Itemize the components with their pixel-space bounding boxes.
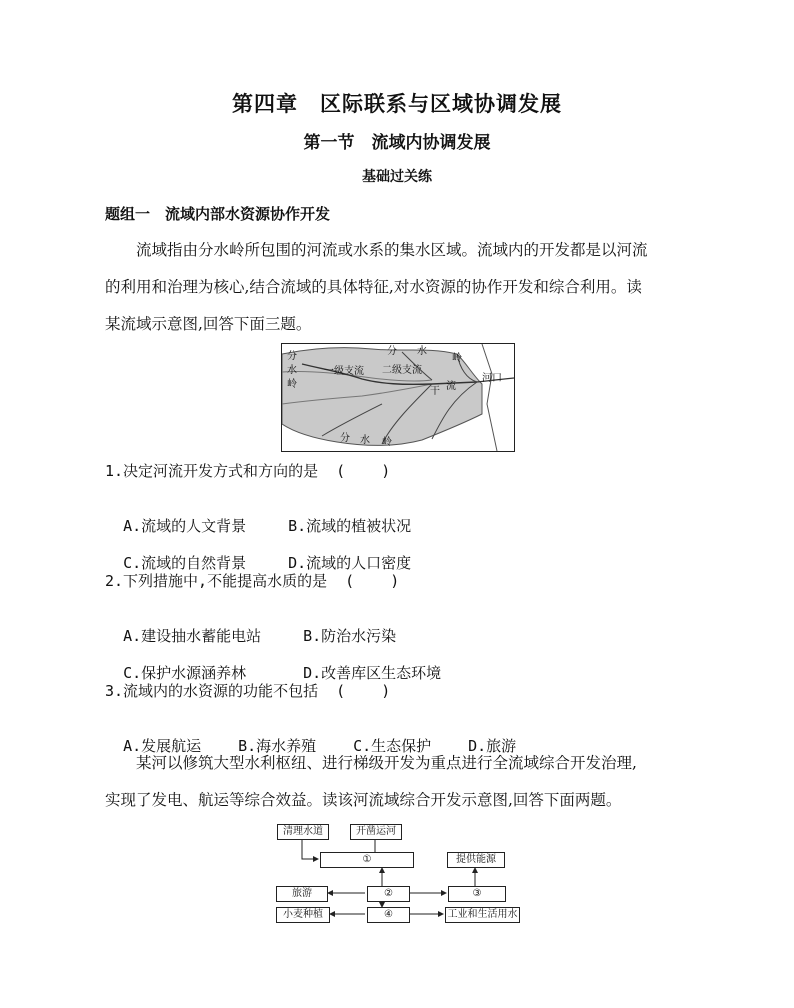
question-3-option-c: C.生态保护 xyxy=(353,737,432,755)
flow-box-tourism: 旅游 xyxy=(276,886,328,902)
question-2-options-row-2 xyxy=(105,644,441,683)
question-1-options-row-1 xyxy=(105,497,411,536)
flow-box-1: ① xyxy=(320,852,414,868)
map-label-divide-top-a: 分 xyxy=(387,346,397,357)
paragraph-2 xyxy=(105,745,695,819)
question-2-option-b: B.防治水污染 xyxy=(303,627,397,645)
map-label-divide-bottom-b: 水 xyxy=(360,435,370,446)
question-2-stem: 2.下列措施中,不能提高水质的是 ( ) xyxy=(105,572,400,590)
map-label-divide-top-b: 水 xyxy=(417,346,427,357)
map-label-divide-top-c: 岭 xyxy=(452,353,462,364)
question-1-options-row-2 xyxy=(105,534,411,573)
map-label-divide-tl-2: 水 xyxy=(287,365,297,376)
question-3-option-a: A.发展航运 xyxy=(123,737,202,755)
flow-diagram xyxy=(272,822,522,926)
flow-box-dig-canal: 开凿运河 xyxy=(350,824,402,840)
map-label-main-stream-a: 干 xyxy=(430,386,440,397)
question-2-option-a: A.建设抽水蓄能电站 xyxy=(123,627,262,645)
intro-line-2: 的利用和治理为核心,结合流域的具体特征,对水资源的协作开发和综合利用。读 xyxy=(105,278,642,296)
flow-box-provide-energy: 提供能源 xyxy=(447,852,505,868)
question-1-option-c: C.流域的自然背景 xyxy=(123,554,247,572)
flow-box-wheat-planting: 小麦种植 xyxy=(276,907,330,923)
flow-box-2: ② xyxy=(367,886,410,902)
group-title: 题组一 流域内部水资源协作开发 xyxy=(105,205,331,223)
map-label-divide-tl-1: 分 xyxy=(287,351,297,362)
question-3-option-d: D.旅游 xyxy=(468,737,517,755)
question-2-option-d: D.改善库区生态环境 xyxy=(303,664,442,682)
chapter-title: 第四章 区际联系与区域协调发展 xyxy=(232,91,562,116)
map-label-divide-bottom-c: 岭 xyxy=(382,437,392,448)
question-2-options-row-1 xyxy=(105,607,396,646)
map-label-divide-tl-3: 岭 xyxy=(287,379,297,390)
question-1-option-a: A.流域的人文背景 xyxy=(123,517,247,535)
flow-box-industrial-domestic-water: 工业和生活用水 xyxy=(445,907,520,923)
paragraph-2-line-1: 某河以修筑大型水利枢纽、进行梯级开发为重点进行全流域综合开发治理, xyxy=(136,754,637,772)
map-label-estuary: 河口 xyxy=(482,373,502,384)
section-title: 第一节 流域内协调发展 xyxy=(303,133,491,153)
question-1-stem: 1.决定河流开发方式和方向的是 ( ) xyxy=(105,462,391,480)
map-label-primary-tributary: 一级支流 xyxy=(324,366,364,377)
intro-paragraph xyxy=(105,232,695,343)
question-1-option-d: D.流域的人口密度 xyxy=(288,554,412,572)
map-label-secondary-tributary: 二级支流 xyxy=(382,365,422,376)
map-label-main-stream-b: 流 xyxy=(446,381,456,392)
question-2-option-c: C.保护水源涵养林 xyxy=(123,664,247,682)
subsection-title: 基础过关练 xyxy=(362,169,432,185)
flow-box-3: ③ xyxy=(448,886,506,902)
river-basin-map-drawing xyxy=(282,344,514,451)
flow-box-4: ④ xyxy=(367,907,410,923)
question-3-option-b: B.海水养殖 xyxy=(238,737,317,755)
river-basin-map xyxy=(281,343,515,452)
intro-line-1: 流域指由分水岭所包围的河流或水系的集水区域。流域内的开发都是以河流 xyxy=(136,241,648,259)
map-label-divide-bottom-a: 分 xyxy=(340,433,350,444)
question-3-stem: 3.流域内的水资源的功能不包括 ( ) xyxy=(105,682,391,700)
intro-line-3: 某流域示意图,回答下面三题。 xyxy=(105,315,312,333)
flow-box-clear-waterway: 清理水道 xyxy=(277,824,329,840)
paragraph-2-line-2: 实现了发电、航运等综合效益。读该河流域综合开发示意图,回答下面两题。 xyxy=(105,791,622,809)
question-1-option-b: B.流域的植被状况 xyxy=(288,517,412,535)
